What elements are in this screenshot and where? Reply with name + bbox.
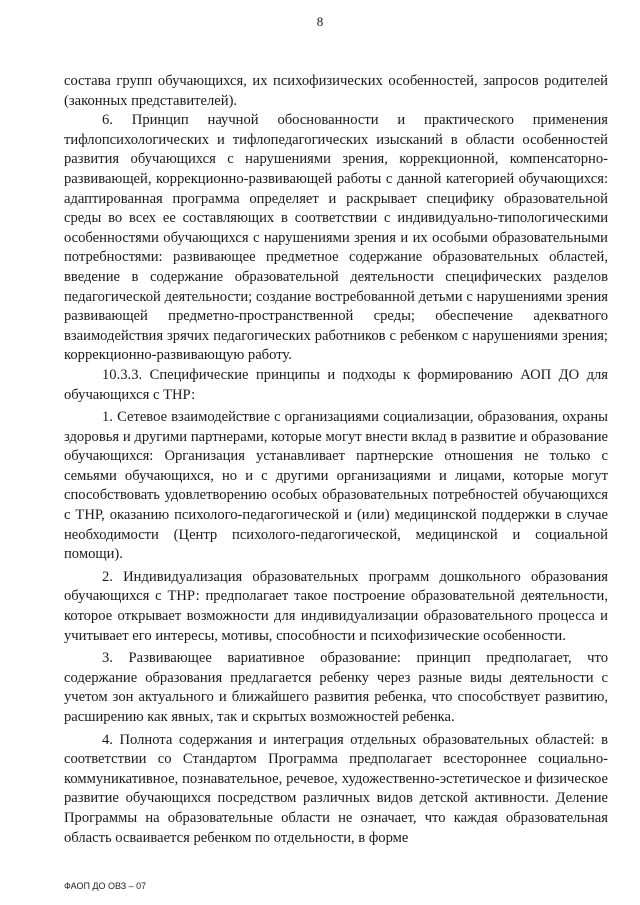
paragraph-item-3: 3. Развивающее вариативное образование: принцип предполагает, что содержание образования предлагается ребенку через разные виды деятельности с учетом зон актуального и ближайшего развития ребенка, что способствует развитию, расширению как явных, так и скрытых возможностей ребенка. (64, 650, 608, 725)
paragraph-item-4: 4. Полнота содержания и интеграция отдельных образовательных областей: в соответствии со Стандартом Программа предполагает всестороннее социально-коммуникативное, познавательное, речевое, художественно-эстетическое и физическое развитие обучающихся посредством различных видов детской активности. Деление Программы на образовательные области не означает, что каждая образовательная область осваивается ребенком по отдельности, в форме (64, 731, 608, 846)
paragraph-item-2: 2. Индивидуализация образовательных программ дошкольного образования обучающихся с ТНР: предполагает такое построение образовательной деятельности, которое открывает возможности для индивидуализации образовательного процесса и учитывает его интересы, мотивы, способности и психофизические особенности. (64, 568, 608, 644)
document-body (64, 72, 608, 848)
section-heading-10-3-3: 10.3.3. Специфические принципы и подходы к формированию АОП ДО для обучающихся с ТНР: (64, 366, 608, 403)
paragraph-principle-6: 6. Принцип научной обоснованности и практического применения тифлопсихологических и тифлопедагогических изысканий в области особенностей развития обучающихся с нарушениями зрения, коррекционной, компенсаторно-развивающей, коррекционно-развивающей работы с данной категорией обучающихся: адаптированная программа определяет и раскрывает специфику образовательной среды во всех ее составляющих в соответствии с индивидуально-типологическими особенностями обучающихся с нарушениями зрения и их особыми образовательными потребностями: развивающее предметное содержание образовательных областей, введение в содержание образовательной деятельности специфических разделов педагогической деятельности; создание востребованной детьми с нарушениями зрения развивающей предметно-пространственной среды; обеспечение адекватного взаимодействия зрячих педагогических работников с ребенком с нарушениями зрения; коррекционно-развивающую работу. (64, 112, 608, 364)
page-number: 8 (316, 14, 324, 29)
paragraph-continuation: состава групп обучающихся, их психофизических особенностей, запросов родителей (законных представителей). (64, 73, 608, 109)
paragraph-item-1: 1. Сетевое взаимодействие с организациями социализации, образования, охраны здоровья и другими партнерами, которые могут внести вклад в развитие и образование обучающихся: Организация устанавливает партнерские отношения не только с семьями обучающихся, но и с другими организациями и лицами, которые могут способствовать удовлетворению особых образовательных потребностей обучающихся с ТНР, оказанию психолого-педагогической и (или) медицинской поддержки в случае необходимости (Центр психолого-педагогической, медицинской и социальной помощи). (64, 409, 608, 563)
page-footer: ФАОП ДО ОВЗ – 07 (64, 881, 147, 891)
